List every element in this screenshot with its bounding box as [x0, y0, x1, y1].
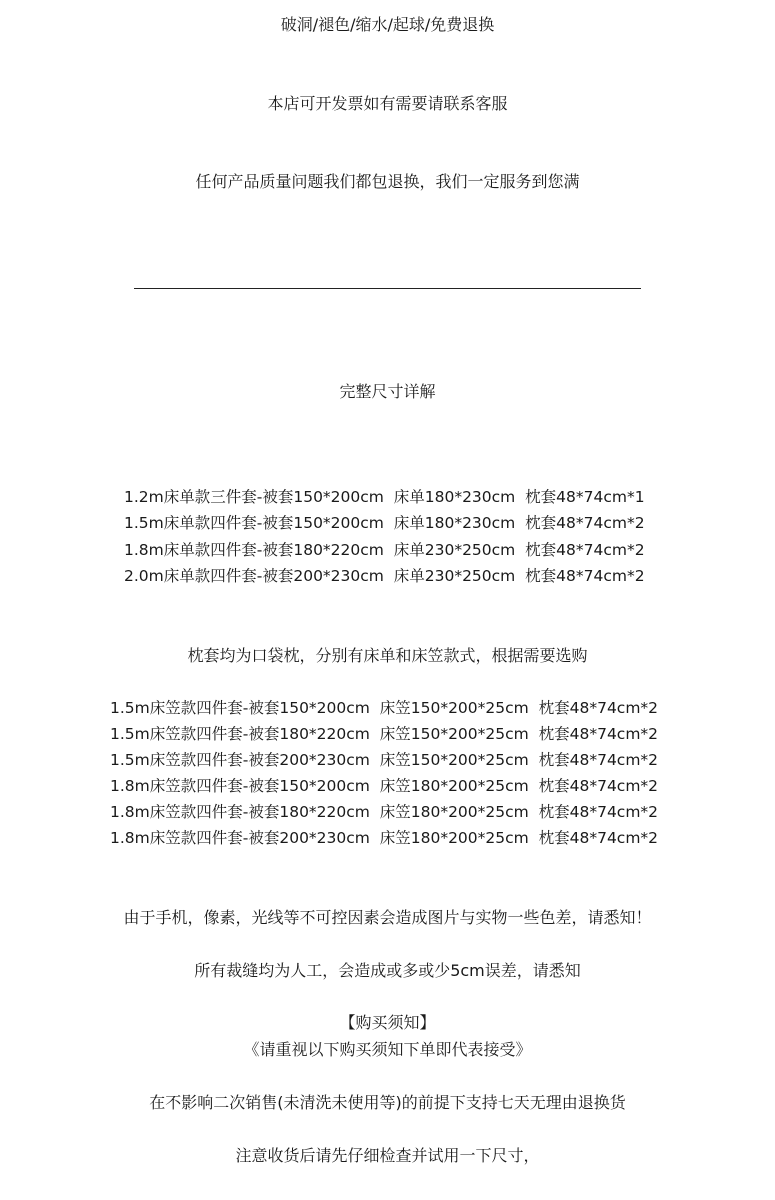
- purchase-notice-title: 【购买须知】: [339, 1013, 436, 1032]
- sheet-set-row: 1.2m床单款三件套-被套150*200cm 床单180*230cm 枕套48*74cm*1: [124, 488, 645, 506]
- fitted-set-row: 1.5m床笠款四件套-被套180*220cm 床笠150*200*25cm 枕套48*74cm*2: [110, 725, 659, 743]
- sheet-set-row: 1.5m床单款四件套-被套150*200cm 床单180*230cm 枕套48*74cm*2: [124, 514, 645, 532]
- fitted-set-row: 1.5m床笠款四件套-被套200*230cm 床笠150*200*25cm 枕套48*74cm*2: [110, 751, 659, 769]
- pillow-note: 枕套均为口袋枕，分别有床单和床笠款式，根据需要选购: [187, 646, 588, 665]
- fitted-set-row: 1.8m床笠款四件套-被套200*230cm 床笠180*200*25cm 枕套48*74cm*2: [110, 829, 659, 847]
- color-difference-note: 由于手机，像素，光线等不可控因素会造成图片与实物一些色差，请悉知！: [123, 908, 652, 927]
- size-section-title: 完整尺寸详解: [339, 382, 436, 401]
- fitted-set-row: 1.5m床笠款四件套-被套150*200cm 床笠150*200*25cm 枕套48*74cm*2: [110, 699, 659, 717]
- intro-line-1: 破洞/褪色/缩水/起球/免费退换: [280, 15, 495, 34]
- purchase-notice-subtitle: 《请重视以下购买须知下单即代表接受》: [243, 1040, 532, 1059]
- intro-line-3: 任何产品质量问题我们都包退换，我们一定服务到您满: [195, 172, 580, 191]
- return-policy: 在不影响二次销售(未清洗未使用等)的前提下支持七天无理由退换货: [149, 1093, 626, 1112]
- fitted-set-row: 1.8m床笠款四件套-被套180*220cm 床笠180*200*25cm 枕套48*74cm*2: [110, 803, 659, 821]
- fitted-set-row: 1.8m床笠款四件套-被套150*200cm 床笠180*200*25cm 枕套48*74cm*2: [110, 777, 659, 795]
- intro-line-2: 本店可开发票如有需要请联系客服: [267, 94, 508, 113]
- inspection-note: 注意收货后请先仔细检查并试用一下尺寸，: [235, 1146, 540, 1165]
- divider-line: [134, 288, 641, 289]
- sheet-set-row: 1.8m床单款四件套-被套180*220cm 床单230*250cm 枕套48*74cm*2: [124, 541, 645, 559]
- sheet-set-row: 2.0m床单款四件套-被套200*230cm 床单230*250cm 枕套48*74cm*2: [124, 567, 645, 585]
- tolerance-note: 所有裁缝均为人工，会造成或多或少5cm误差，请悉知: [194, 961, 581, 980]
